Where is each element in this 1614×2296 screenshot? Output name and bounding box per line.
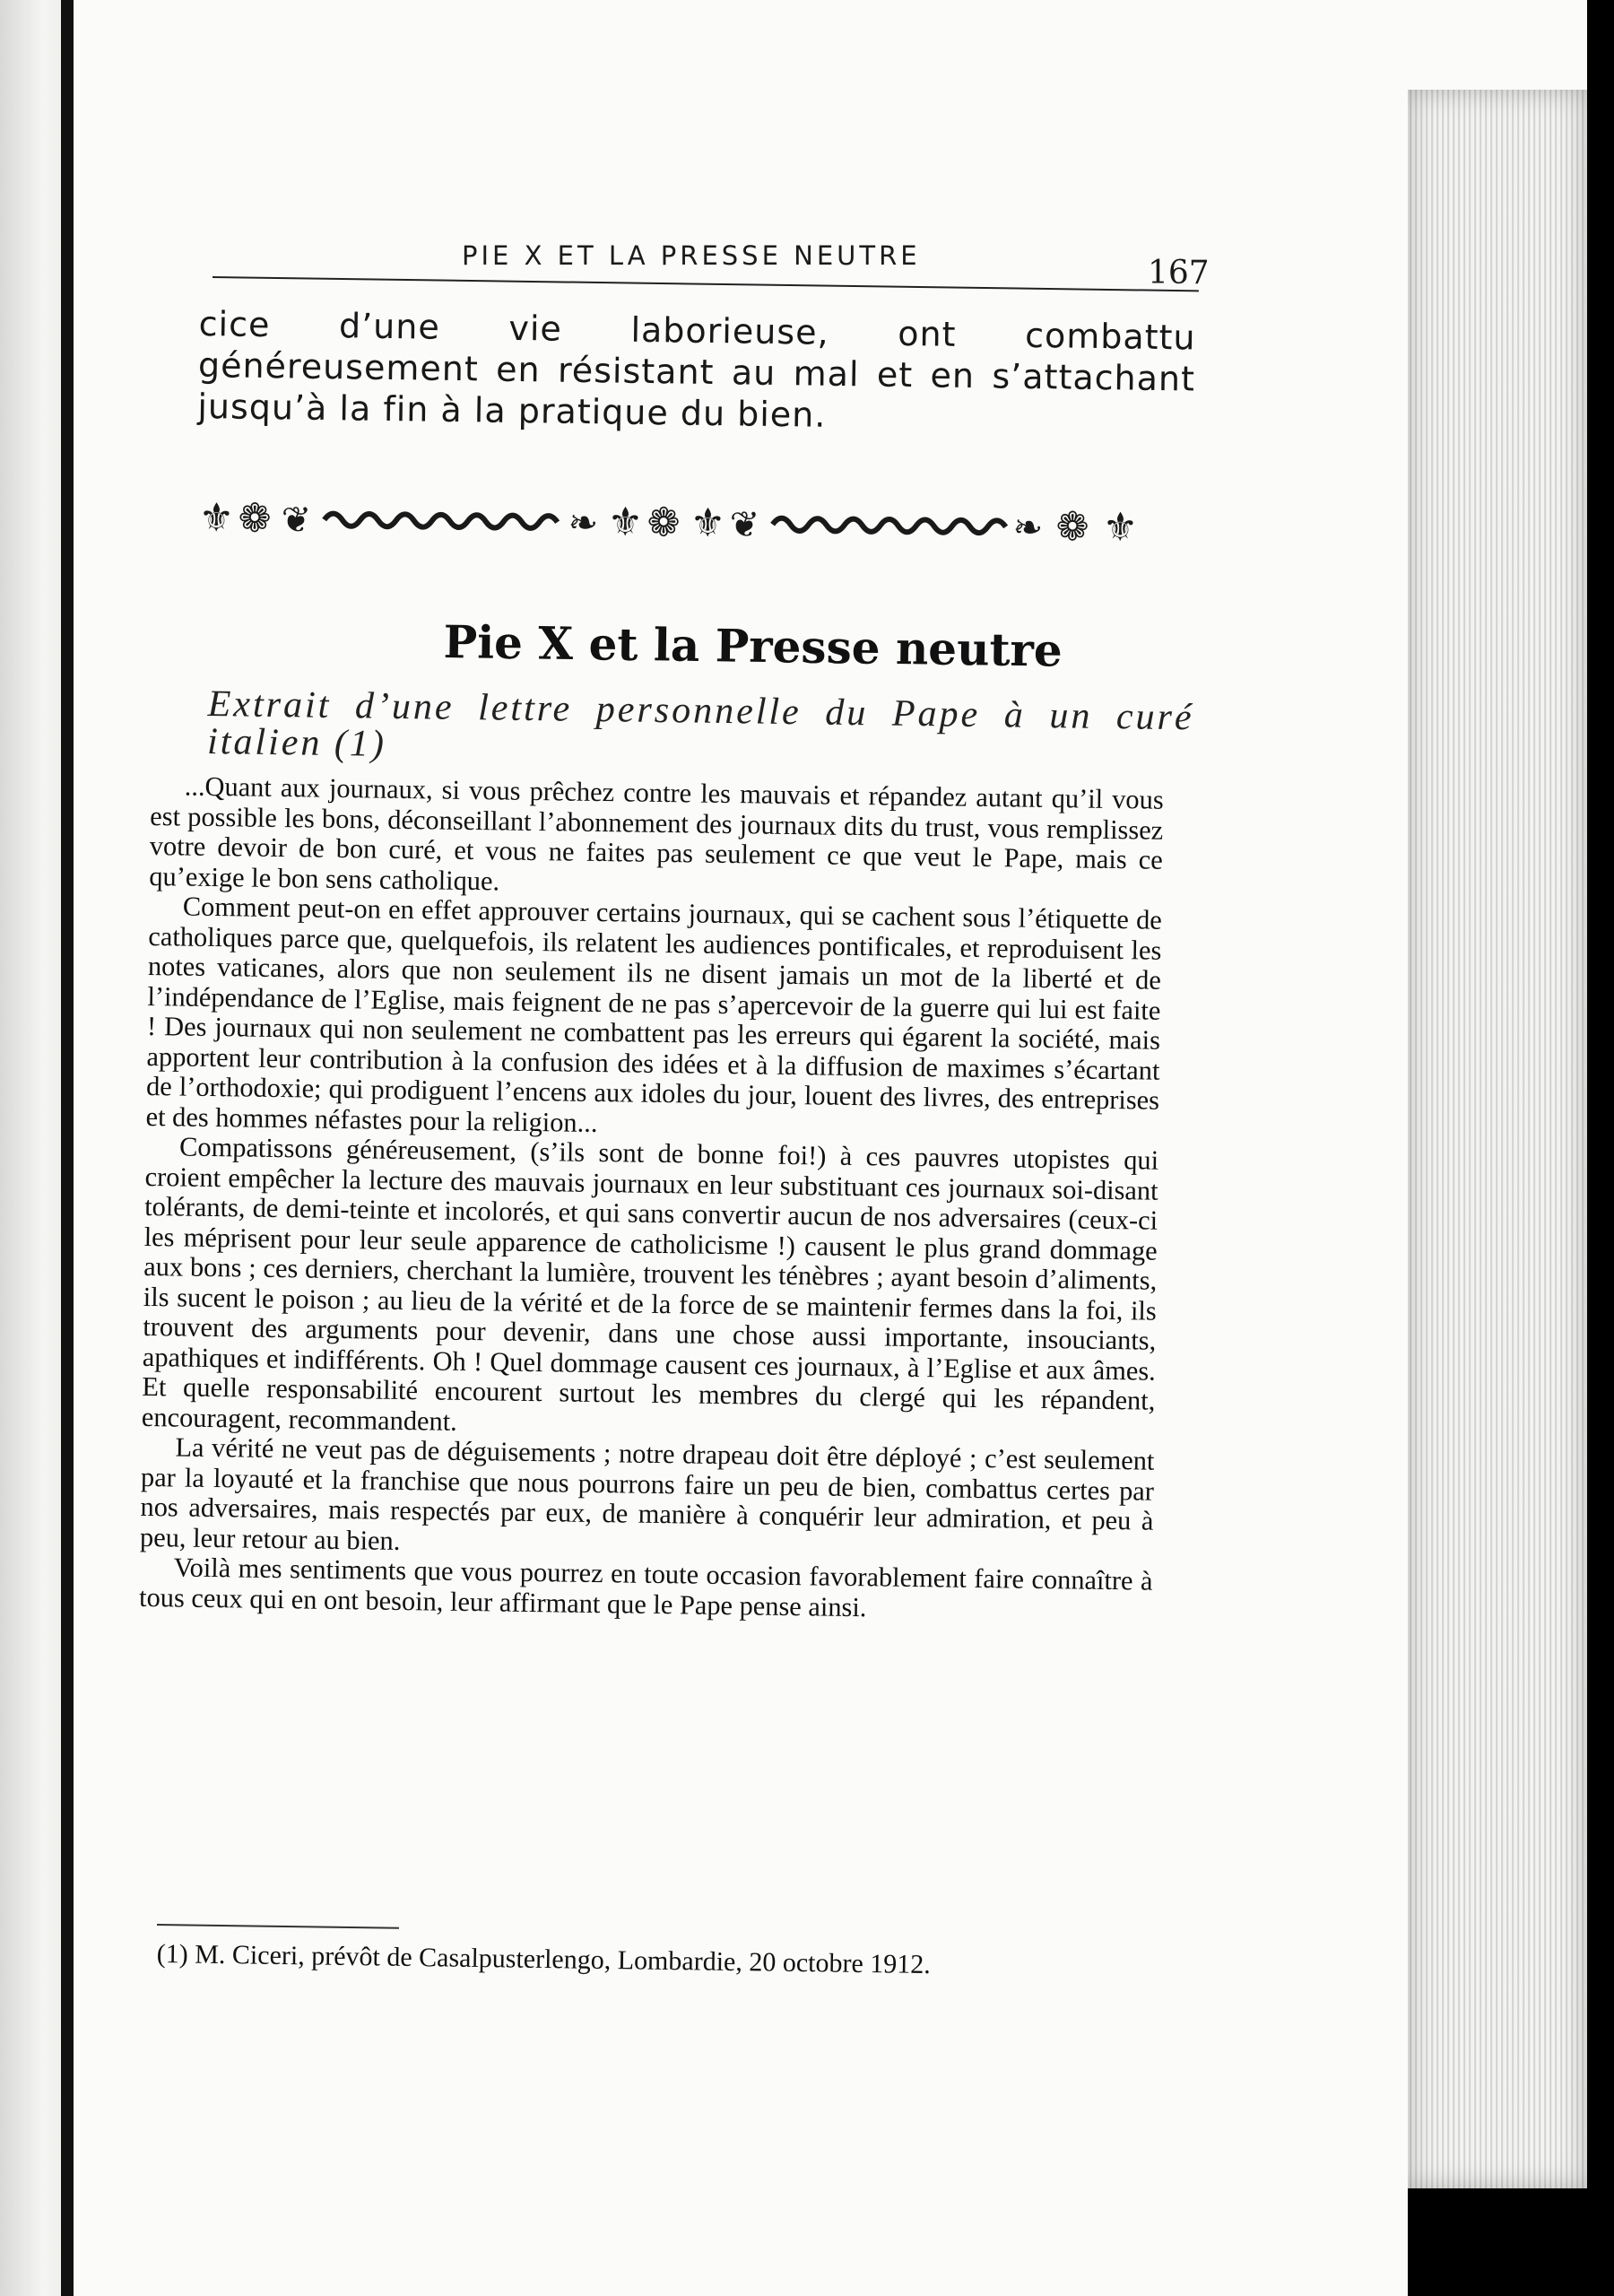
- letter-paragraph: La vérité ne veut pas de déguisements ; notre drapeau doit être déployé ; c’est seulement par la loyauté et la franchise que nous pourrons faire un peu de bien, combattus certes par nos adversaires, mais respectés par eux, de manière à conquérir leur admiration, et peu à peu, leur retour au bien.: [139, 1431, 1155, 1556]
- page-block-top: [1408, 0, 1587, 90]
- background-right: [1587, 0, 1614, 2296]
- svg-text:⚜: ⚜: [690, 500, 726, 547]
- letter-text: [139, 771, 1164, 1627]
- page-number: 167: [1148, 255, 1210, 291]
- background-bottom: [1408, 2188, 1587, 2296]
- svg-text:⚜: ⚜: [198, 494, 235, 542]
- letter-paragraph: Compatissons généreusement, (s’ils sont de bonne foi!) à ces pauvres utopistes qui croient empêcher la lecture des mauvais journaux en leur substituant ces journaux soi-disant tolérants, de demi-teinte et incolorés, et qui sans convertir aucun de nos adversaires (ceux-ci les méprisent pour leur seule apparence de catholicisme !) causent le plus grand dommage aux bons ; ces derniers, cherchant la lumière, trouvent les ténèbres ; ayant besoin d’aliments, ils sucent le poison ; au lieu de la vérité et de la force de se maintenir fermes dans la foi, ils trouvent des arguments pour devenir, dans une chose aussi importante, insouciants, apathiques et indifférents. Oh ! Quel dommage causent ces journaux, à l’Eglise et aux âmes. Et quelle responsabilité encourent surtout les membres du clergé qui les répandent, encouragent, recommandent.: [141, 1131, 1159, 1437]
- book-gutter: [61, 0, 74, 2296]
- svg-text:❦: ❦: [281, 499, 312, 542]
- footnote: (1) M. Ciceri, prévôt de Casalpusterlengo, Lombardie, 20 octobre 1912.: [156, 1939, 932, 1980]
- running-header: PIE X ET LA PRESSE NEUTRE: [462, 240, 921, 271]
- continued-paragraph: cice d’une vie laborieuse, ont combattu généreusement en résistant au mal et en s’attachant jusqu’à la fin à la pratique du bien.: [197, 303, 1196, 435]
- svg-text:⚜: ⚜: [1102, 504, 1139, 551]
- decorative-border-ornament: [198, 491, 1203, 556]
- svg-text:❧: ❧: [1012, 507, 1044, 549]
- svg-text:❁: ❁: [238, 495, 272, 542]
- svg-text:❦: ❦: [729, 504, 760, 546]
- section-title: Pie X et la Presse neutre: [443, 615, 1063, 677]
- letter-paragraph: Comment peut-on en effet approuver certains journaux, qui se cachent sous l’étiquette de catholiques parce que, quelquefois, ils relatent les audiences pontificales, et reproduisent les notes vaticanes, alors que non seulement ils ne disent jamais un mot de la liberté et de l’indépendance de l’Eglise, mais feignent de ne pas s’apercevoir de la guerre qui lui est faite ! Des journaux qui non seulement ne combattent pas les erreurs qui égarent la société, mais apportent leur contribution à la confusion des idées et à la diffusion de maximes s’écartant de l’orthodoxie; qui prodiguent l’encens aux idoles du jour, louent des livres, des entreprises et des hommes néfastes pour la religion...: [145, 891, 1163, 1138]
- page-block-edges: [1408, 90, 1587, 2188]
- letter-paragraph: ...Quant aux journaux, si vous prêchez contre les mauvais et répandez autant qu’il vous est possible les bons, déconseillant l’abonnement des journaux dits du trust, vous remplissez votre devoir de bon curé, et vous ne faites pas seulement ce que veut le Pape, mais ce qu’exige le bon sens catholique.: [149, 770, 1164, 896]
- letter-paragraph: Voilà mes sentiments que vous pourrez en toute occasion favorablement faire connaître à tous ceux qui en ont besoin, leur affirmant que le Pape pense ainsi.: [138, 1552, 1153, 1622]
- svg-text:⚜: ⚜: [607, 499, 644, 546]
- section-subtitle: Extrait d’une lettre personnelle du Pape à un curé italien (1): [206, 683, 1194, 765]
- svg-text:❁: ❁: [646, 500, 681, 546]
- svg-text:❧: ❧: [568, 502, 599, 544]
- svg-text:❁: ❁: [1055, 504, 1089, 551]
